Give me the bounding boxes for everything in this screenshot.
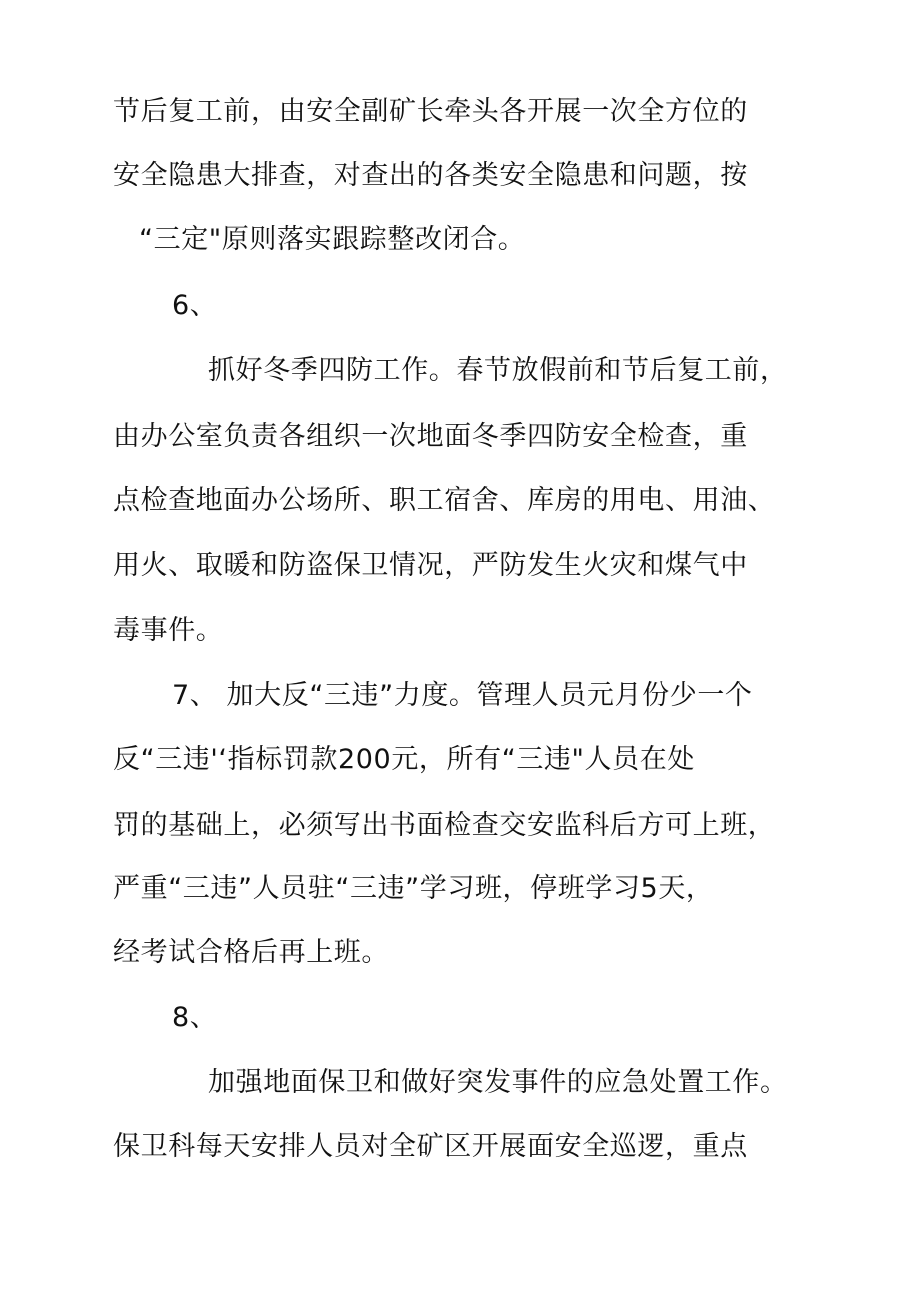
text-line-7: 点检查地面办公场所、职工宿舍、库房的用电、用油、 <box>113 485 776 516</box>
text-line-11: 反“三违'‘指标罚款200元，所有“三违"人员在处 <box>113 744 695 775</box>
text-line-9: 毒事件。 <box>113 615 224 646</box>
item-number-8: 8、 <box>172 1002 218 1033</box>
text-line-3: “三定"原则落实跟踪整改闭合。 <box>139 224 526 255</box>
text-line-1: 节后复工前，由安全副矿长牵头各开展一次全方位的 <box>113 96 748 127</box>
text-line-13: 严重“三违”人员驻“三违”学习班，停班学习5天， <box>113 873 714 904</box>
item-number-6: 6、 <box>172 290 218 321</box>
text-line-5: 抓好冬季四防工作。春节放假前和节后复工前， <box>208 355 788 386</box>
text-line-16: 加强地面保卫和做好突发事件的应急处置工作。 <box>208 1067 788 1098</box>
item-number-7-line: 7、 加大反“三违”力度。管理人员元月份少一个 <box>172 680 753 711</box>
text-line-8: 用火、取暖和防盗保卫情况，严防发生火灾和煤气中 <box>113 550 748 581</box>
text-line-17: 保卫科每天安排人员对全矿区开展面安全巡逻，重点 <box>113 1131 748 1162</box>
text-line-12: 罚的基础上，必须写出书面检查交安监科后方可上班， <box>113 810 776 841</box>
text-line-2: 安全隐患大排查，对查出的各类安全隐患和问题，按 <box>113 160 748 191</box>
text-line-6: 由办公室负责各组织一次地面冬季四防安全检查，重 <box>113 421 748 452</box>
text-line-14: 经考试合格后再上班。 <box>113 937 389 968</box>
